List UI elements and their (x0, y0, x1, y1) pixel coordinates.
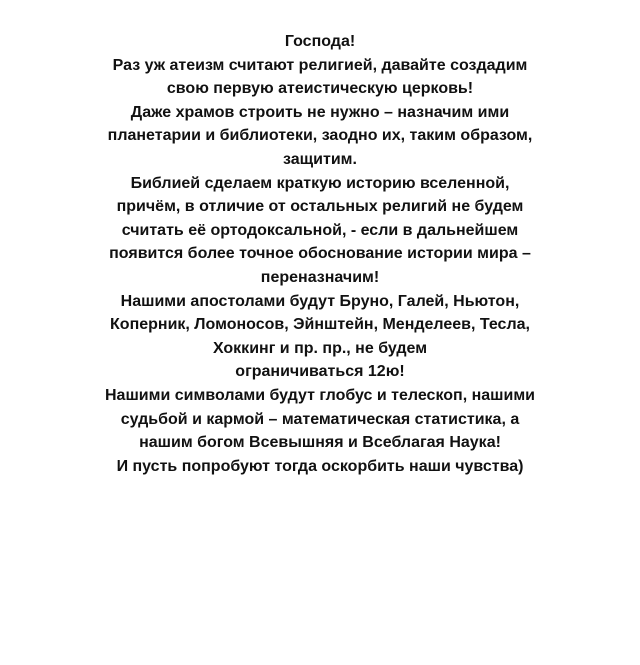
text-line-closing: И пусть попробуют тогда оскорбить наши чувства) (116, 457, 524, 475)
text-line-greeting: Господа! (284, 33, 356, 50)
text-line: Нашими символами будут глобус и телескоп, нашими (105, 386, 535, 404)
text-line: Хоккинг и пр. пр., не будем (212, 339, 428, 357)
text-line: Библией сделаем краткую историю вселенной, (130, 174, 510, 192)
text-line: планетарии и библиотеки, заодно их, таким образом, (107, 127, 533, 145)
text-line: судьбой и кармой – математическая статистика, а (120, 410, 520, 428)
text-line: Даже храмов строить не нужно – назначим ими (130, 103, 510, 121)
text-line: считать её ортодоксальной, - если в дальнейшем (121, 221, 519, 239)
text-line: нашим богом Всевышняя и Всеблагая Наука! (139, 434, 501, 452)
text-line: защитим. (283, 150, 357, 168)
text-line: появится более точное обоснование истории мира – (109, 245, 531, 263)
manifesto-text (0, 30, 640, 478)
text-line: Коперник, Ломоносов, Эйнштейн, Менделеев, Тесла, (110, 316, 530, 334)
text-line: переназначим! (260, 268, 380, 286)
text-line: ограничиваться 12ю! (235, 363, 405, 381)
text-line: Раз уж атеизм считают религией, давайте создадим (112, 56, 528, 74)
text-line: свою первую атеистическую церковь! (166, 80, 474, 98)
text-line: причём, в отличие от остальных религий не будем (116, 198, 524, 216)
text-line: Нашими апостолами будут Бруно, Галей, Ньютон, (120, 292, 520, 310)
